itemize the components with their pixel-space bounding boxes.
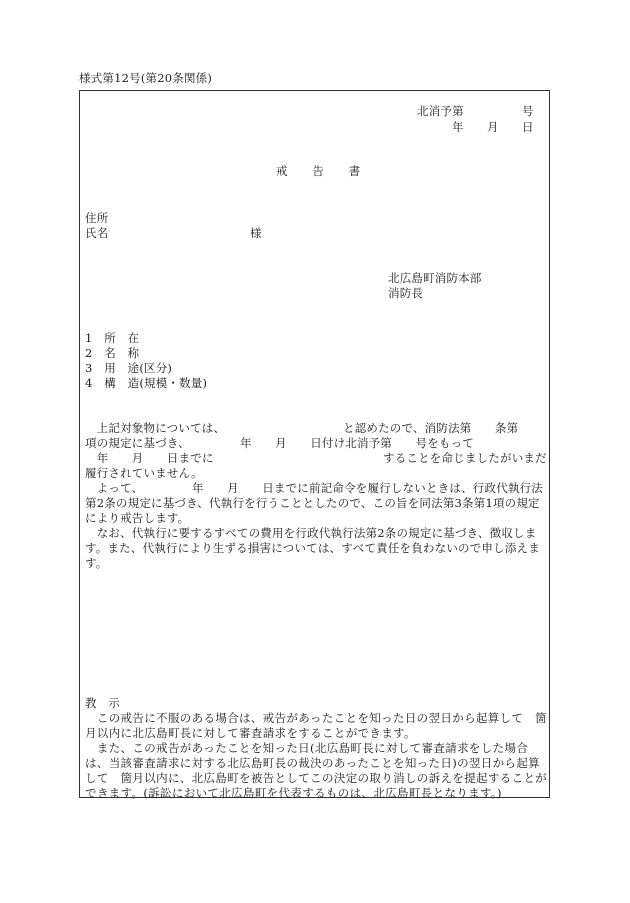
notice-line: この戒告に不服のある場合は、戒告があったことを知った日の翌日から起算して 箇 — [85, 711, 548, 725]
honorific: 様 — [250, 226, 262, 240]
notice-line: また、この戒告があったことを知った日(北広島町長に対して審査請求をした場合 — [85, 741, 529, 755]
notice-heading: 教 示 — [85, 696, 121, 710]
doc-date-month: 月 — [487, 120, 499, 134]
notice-line: できます。(訴訟において北広島町を代表するものは、北広島町長となります。) — [85, 786, 502, 800]
name-label: 氏名 — [85, 226, 109, 240]
body-line: す。また、代執行により生ずる損害については、すべて責任を負わないので申し添えま — [85, 541, 540, 555]
body-line: 項の規定に基づき、 — [85, 436, 190, 450]
body-line: 上記対象物については、 — [85, 421, 226, 435]
body-line: 年 月 日までに前記命令を履行しないときは、行政代執行法 — [192, 481, 543, 495]
doc-number-suffix: 号 — [522, 104, 534, 118]
body-line: により戒告します。 — [85, 511, 190, 525]
body-line: 年 月 日までに — [85, 451, 214, 465]
notice-line: 月以内に北広島町長に対して審査請求をすることができます。 — [85, 726, 416, 740]
body-line: なお、代執行に要するすべての費用を行政代執行法第2条の規定に基づき、徴収しま — [85, 526, 537, 540]
address-label: 住所 — [85, 211, 109, 225]
body-line: 第2条の規定に基づき、代執行を行うこととしたので、この旨を同法第3条第1項の規定 — [85, 496, 540, 510]
item-structure: 4 構 造(規模・数量) — [85, 376, 208, 390]
doc-date-day: 日 — [522, 120, 534, 134]
body-line: と認めたので、消防法第 条第 — [343, 421, 519, 435]
body-line: す。 — [85, 556, 108, 570]
issuer-position: 消防長 — [388, 286, 424, 300]
doc-number-prefix: 北消予第 — [417, 104, 464, 118]
notice-line: して 箇月以内に、北広島町を被告としてこの決定の取り消しの訴えを提起することが — [85, 771, 548, 785]
item-location: 1 所 在 — [85, 331, 140, 345]
item-use: 3 用 途(区分) — [85, 361, 173, 375]
issuer-organization: 北広島町消防本部 — [388, 271, 482, 285]
doc-date-year: 年 — [452, 120, 464, 134]
body-line: よって、 — [85, 481, 144, 495]
document-title: 戒 告 書 — [276, 164, 361, 178]
item-name: 2 名 称 — [85, 346, 140, 360]
body-line: 年 月 日付け北消予第 号をもって — [240, 436, 474, 450]
body-line: 履行されていません。 — [85, 466, 203, 480]
notice-line: は、当該審査請求に対する北広島町長の裁決のあったことを知った日)の翌日から起算 — [85, 756, 541, 770]
body-line: することを命じましたがいまだ — [383, 451, 547, 465]
form-label: 様式第12号(第20条関係) — [79, 71, 213, 85]
